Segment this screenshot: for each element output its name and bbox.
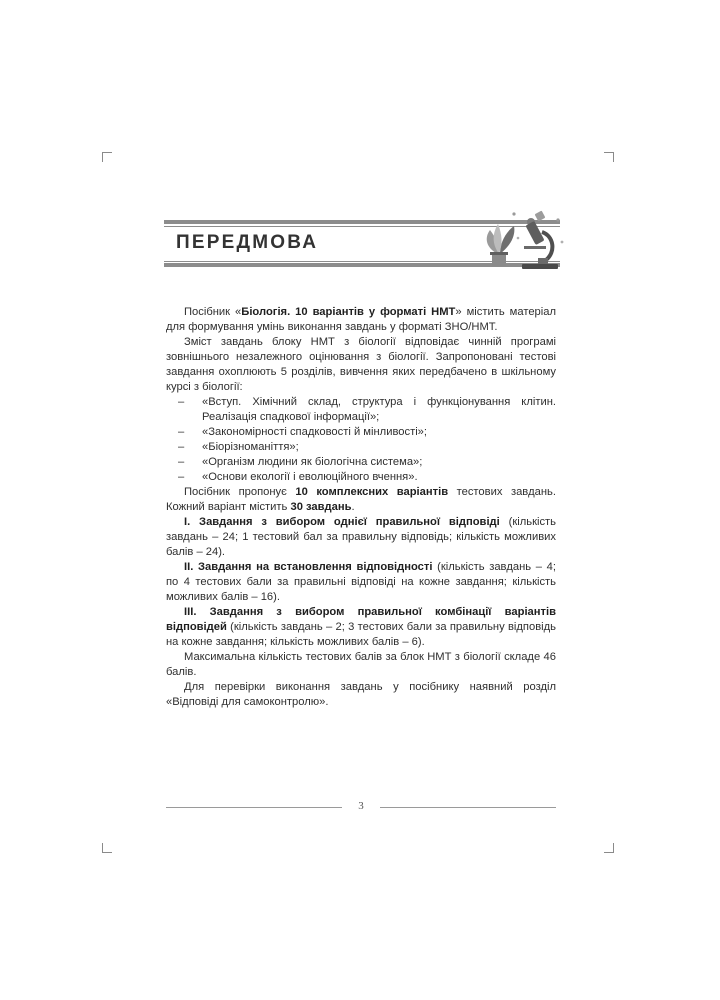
crop-mark-bottom-right: [604, 843, 614, 853]
text-run: (кількість завдань – 2; 3 тестових бали за правильну відповідь на кожне завдання; кількість можливих балів – 6).: [166, 621, 556, 648]
dash-bullet: –: [178, 441, 185, 453]
footer-rule-right: [380, 807, 556, 808]
list-item: [166, 470, 556, 485]
paragraph-variants: [166, 485, 556, 515]
list-item: [166, 455, 556, 470]
text-run: .: [351, 501, 355, 513]
task-type-title: І. Завдання з вибором однієї правильної відповіді: [184, 516, 500, 528]
book-title: Біологія. 10 варіантів у форматі НМТ: [241, 306, 456, 318]
list-item-text: «Основи екології і еволюційного вчення».: [202, 471, 418, 483]
page-number: 3: [358, 800, 364, 812]
paragraph-task-type-1: [166, 515, 556, 560]
list-item-text: «Закономірності спадковості й мінливості»;: [202, 426, 428, 438]
task-type-title: ІІ. Завдання на встановлення відповідності: [184, 561, 433, 573]
text-run: (кількість завдань – 24; 1 тестовий бал за правильну відповідь; кількість можливих балів – 24).: [166, 516, 556, 558]
paragraph-answers: Для перевірки виконання завдань у посібнику наявний розділ «Відповіді для самоконтролю».: [166, 681, 556, 708]
crop-mark-top-left: [102, 152, 112, 162]
paragraph-task-type-2: [166, 560, 556, 605]
list-item: [166, 395, 556, 425]
emphasis: 10 комплексних варіантів: [295, 486, 449, 498]
text-run: Посібник пропонує: [184, 486, 296, 498]
dash-bullet: –: [178, 456, 185, 468]
text-run: (кількість завдань – 4; по 4 тестових бали за правильні відповіді на кожне завдання; кількість можливих балів – 16).: [166, 561, 556, 603]
paragraph-task-type-3: [166, 605, 556, 650]
dash-bullet: –: [178, 471, 185, 483]
sections-list: [166, 395, 556, 485]
preface-body: [166, 305, 556, 710]
dash-bullet: –: [178, 396, 185, 408]
paragraph-max-score: Максимальна кількість тестових балів за блок НМТ з біології складе 46 балів.: [166, 651, 556, 678]
text-run: тестових завдань. Кожний варіант містить: [166, 486, 556, 513]
paragraph-intro: [166, 305, 556, 335]
list-item-text: «Організм людини як біологічна система»;: [202, 456, 423, 468]
task-type-title: ІІІ. Завдання з вибором правильної комбінації варіантів відповідей: [166, 606, 556, 633]
list-item-text: «Біорізноманіття»;: [202, 441, 299, 453]
list-item: [166, 440, 556, 455]
list-item: [166, 425, 556, 440]
list-item-text: «Вступ. Хімічний склад, структура і функціонування клітин. Реалізація спадкової інформації»;: [202, 396, 556, 423]
text-run: » містить матеріал для формування умінь виконання завдань у форматі ЗНО/НМТ.: [166, 306, 557, 333]
page-title: ПЕРЕДМОВА: [176, 232, 319, 253]
microscope-plant-icon: [476, 208, 568, 274]
page-footer: [166, 800, 556, 814]
dash-bullet: –: [178, 426, 185, 438]
emphasis: 30 завдань: [290, 501, 352, 513]
text-run: Посібник «: [184, 306, 242, 318]
crop-mark-bottom-left: [102, 843, 112, 853]
crop-mark-top-right: [604, 152, 614, 162]
paragraph-content: Зміст завдань блоку НМТ з біології відповідає чинній програмі зовнішнього незалежного оцінювання з біології. Запропоновані тестові завдання охоплюють 5 розділів, вивчення яких передбачено в шкільному курсі з біології:: [166, 336, 556, 393]
